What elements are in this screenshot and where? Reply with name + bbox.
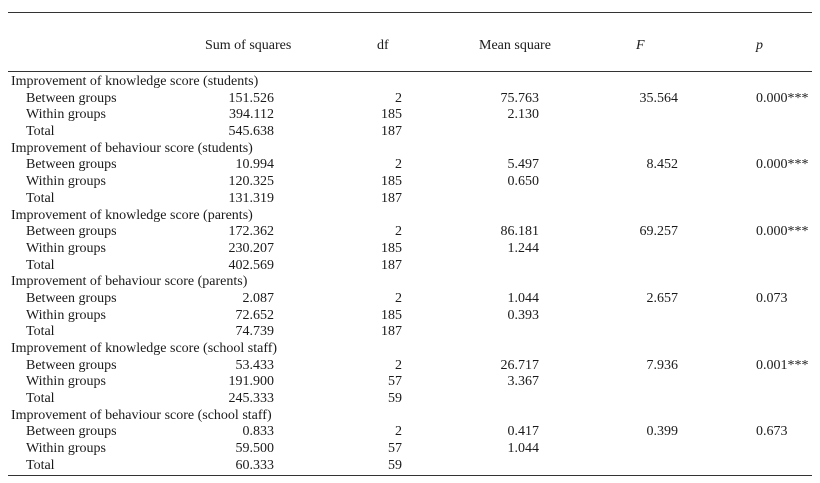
source-cell: Total [26, 124, 55, 140]
mean-square-cell: 5.497 [507, 157, 539, 173]
table-row [0, 224, 820, 241]
df-cell: 2 [395, 357, 402, 373]
p-value-cell: 0.000*** [756, 90, 809, 106]
df-cell: 185 [381, 307, 402, 323]
mean-square-cell: 86.181 [500, 224, 539, 240]
table-row [0, 458, 820, 475]
mean-square-cell: 0.417 [507, 424, 539, 440]
df-cell: 187 [381, 257, 402, 273]
source-cell: Between groups [26, 90, 117, 106]
bottom-rule [8, 475, 812, 476]
section-title: Improvement of behaviour score (students) [11, 140, 253, 156]
df-cell: 59 [388, 391, 402, 407]
section-title-row [0, 74, 820, 91]
df-cell: 2 [395, 424, 402, 440]
section-title-row [0, 408, 820, 425]
table-row [0, 374, 820, 391]
f-value-cell: 7.936 [646, 357, 678, 373]
source-cell: Between groups [26, 224, 117, 240]
sum-of-squares-cell: 74.739 [235, 324, 274, 340]
df-cell: 2 [395, 290, 402, 306]
df-cell: 187 [381, 324, 402, 340]
df-cell: 185 [381, 240, 402, 256]
df-cell: 185 [381, 174, 402, 190]
header-sum-of-squares: Sum of squares [205, 38, 292, 53]
section-title-row [0, 141, 820, 158]
header-rule [8, 71, 812, 72]
source-cell: Within groups [26, 107, 106, 123]
source-cell: Total [26, 324, 55, 340]
header-df: df [377, 38, 389, 53]
mean-square-cell: 26.717 [500, 357, 539, 373]
source-cell: Total [26, 457, 55, 473]
p-value-cell: 0.000*** [756, 157, 809, 173]
sum-of-squares-cell: 402.569 [228, 257, 274, 273]
sum-of-squares-cell: 0.833 [242, 424, 274, 440]
df-cell: 57 [388, 441, 402, 457]
sum-of-squares-cell: 2.087 [242, 290, 274, 306]
header-f: F [636, 38, 645, 53]
sum-of-squares-cell: 191.900 [228, 374, 274, 390]
section-title: Improvement of behaviour score (parents) [11, 274, 248, 290]
mean-square-cell: 75.763 [500, 90, 539, 106]
p-value-cell: 0.001*** [756, 357, 809, 373]
sum-of-squares-cell: 394.112 [229, 107, 274, 123]
mean-square-cell: 0.393 [507, 307, 539, 323]
sum-of-squares-cell: 59.500 [235, 441, 274, 457]
table-row [0, 291, 820, 308]
header-p: p [756, 38, 763, 53]
p-value-cell: 0.000*** [756, 224, 809, 240]
f-value-cell: 8.452 [646, 157, 678, 173]
df-cell: 2 [395, 224, 402, 240]
source-cell: Between groups [26, 290, 117, 306]
mean-square-cell: 2.130 [507, 107, 539, 123]
table-row [0, 324, 820, 341]
table-row [0, 91, 820, 108]
source-cell: Between groups [26, 157, 117, 173]
source-cell: Total [26, 190, 55, 206]
table-row [0, 424, 820, 441]
sum-of-squares-cell: 172.362 [228, 224, 274, 240]
section-title: Improvement of behaviour score (school staff) [11, 407, 272, 423]
section-title: Improvement of knowledge score (students) [11, 74, 259, 89]
table-body [0, 74, 820, 475]
table-row [0, 258, 820, 275]
f-value-cell: 69.257 [639, 224, 678, 240]
source-cell: Within groups [26, 374, 106, 390]
table-row [0, 441, 820, 458]
df-cell: 57 [388, 374, 402, 390]
source-cell: Total [26, 391, 55, 407]
mean-square-cell: 1.044 [507, 290, 539, 306]
df-cell: 59 [388, 457, 402, 473]
section-title-row [0, 341, 820, 358]
sum-of-squares-cell: 230.207 [228, 240, 274, 256]
sum-of-squares-cell: 120.325 [228, 174, 274, 190]
mean-square-cell: 0.650 [507, 174, 539, 190]
source-cell: Between groups [26, 424, 117, 440]
top-rule [8, 12, 812, 13]
table-row [0, 391, 820, 408]
f-value-cell: 35.564 [639, 90, 678, 106]
sum-of-squares-cell: 10.994 [235, 157, 274, 173]
table-row [0, 157, 820, 174]
df-cell: 187 [381, 124, 402, 140]
sum-of-squares-cell: 245.333 [228, 391, 274, 407]
source-cell: Total [26, 257, 55, 273]
source-cell: Between groups [26, 357, 117, 373]
table-row [0, 174, 820, 191]
mean-square-cell: 3.367 [507, 374, 539, 390]
sum-of-squares-cell: 131.319 [228, 190, 274, 206]
mean-square-cell: 1.244 [507, 240, 539, 256]
p-value-cell: 0.673 [756, 424, 788, 440]
section-title: Improvement of knowledge score (parents) [11, 207, 253, 223]
sum-of-squares-cell: 60.333 [235, 457, 274, 473]
table-row [0, 241, 820, 258]
mean-square-cell: 1.044 [507, 441, 539, 457]
sum-of-squares-cell: 545.638 [228, 124, 274, 140]
source-cell: Within groups [26, 307, 106, 323]
table-row [0, 191, 820, 208]
df-cell: 187 [381, 190, 402, 206]
source-cell: Within groups [26, 174, 106, 190]
f-value-cell: 2.657 [646, 290, 678, 306]
section-title: Improvement of knowledge score (school staff) [11, 341, 278, 356]
sum-of-squares-cell: 53.433 [235, 357, 274, 373]
sum-of-squares-cell: 151.526 [228, 90, 274, 106]
p-value-cell: 0.073 [756, 290, 788, 306]
source-cell: Within groups [26, 240, 106, 256]
source-cell: Within groups [26, 441, 106, 457]
df-cell: 2 [395, 90, 402, 106]
table-row [0, 358, 820, 375]
df-cell: 185 [381, 107, 402, 123]
header-mean-square: Mean square [479, 38, 551, 53]
table-row [0, 124, 820, 141]
sum-of-squares-cell: 72.652 [235, 307, 274, 323]
f-value-cell: 0.399 [646, 424, 678, 440]
section-title-row [0, 274, 820, 291]
table-row [0, 308, 820, 325]
section-title-row [0, 208, 820, 225]
df-cell: 2 [395, 157, 402, 173]
table-row [0, 107, 820, 124]
